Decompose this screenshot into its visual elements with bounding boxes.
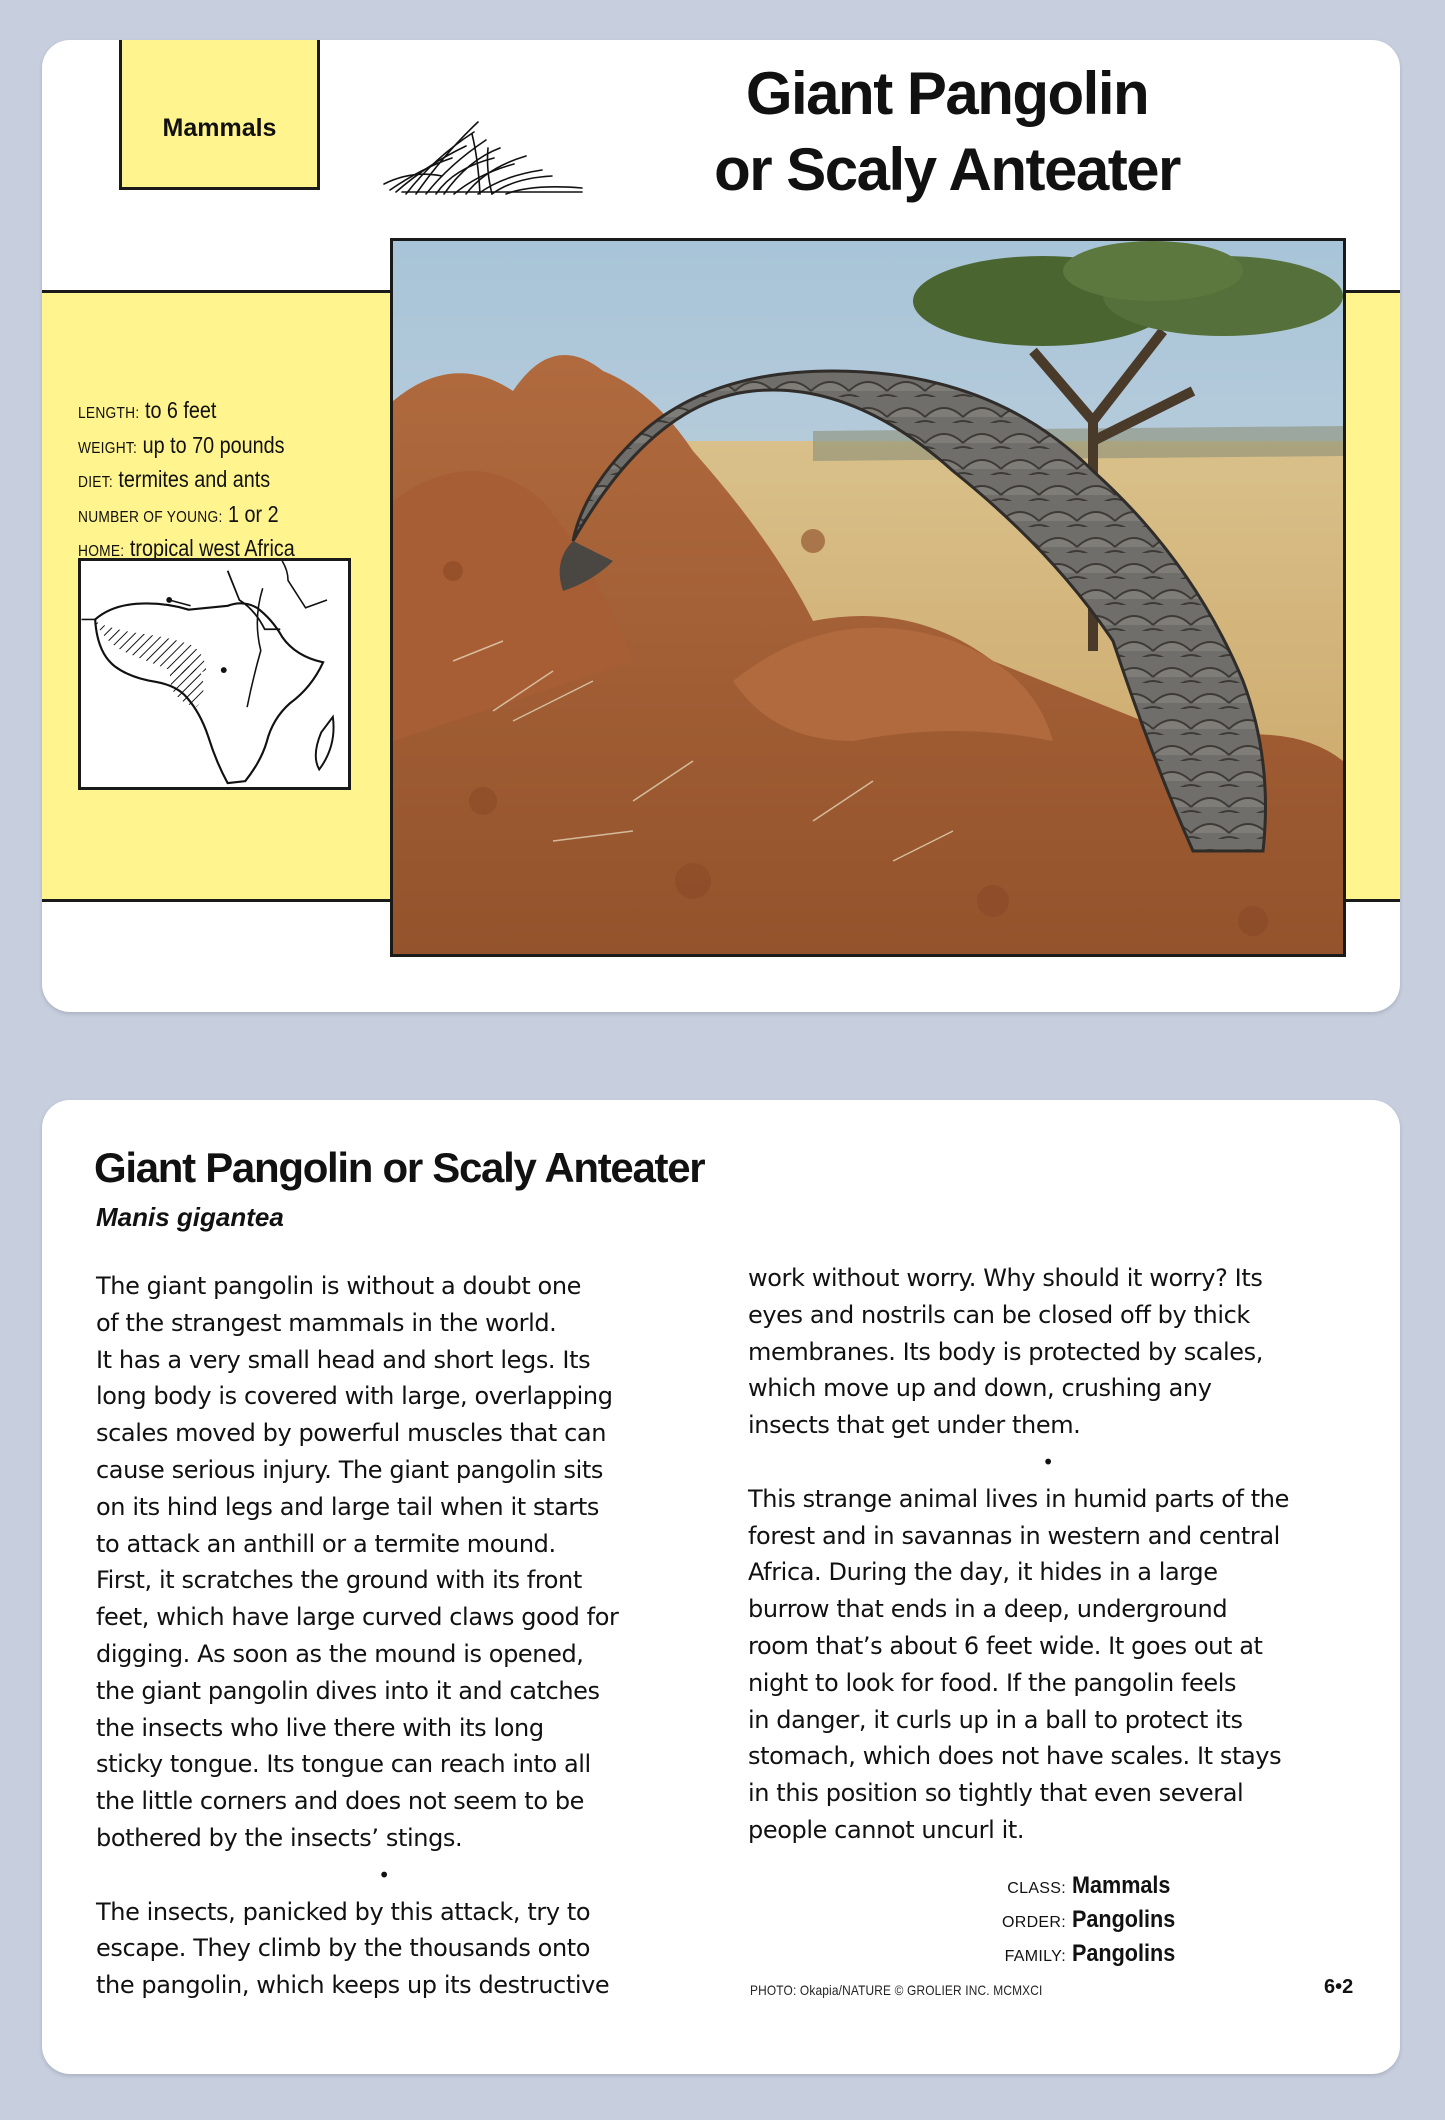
taxonomy-block xyxy=(922,1870,1222,1972)
fact-length: LENGTH: to 6 feet xyxy=(78,397,217,423)
back-card xyxy=(42,1100,1400,2074)
text-column-right xyxy=(748,1260,1378,1849)
category-label: Mammals xyxy=(162,114,277,142)
fact-weight: WEIGHT: up to 70 pounds xyxy=(78,431,285,458)
scientific-name: Manis gigantea xyxy=(96,1202,284,1232)
pangolin-photo xyxy=(390,238,1346,957)
category-box xyxy=(119,40,320,190)
paragraph-separator: • xyxy=(1042,1449,1054,1474)
fact-home: HOME: tropical west Africa xyxy=(78,535,295,561)
taxonomy-family: FAMILY: Pangolins xyxy=(1004,1940,1176,1967)
fact-young: NUMBER OF YOUNG: 1 or 2 xyxy=(78,500,279,527)
paragraph: The insects, panicked by this attack, try to escape. They climb by the thousands onto the pangolin, which keeps up its destructive xyxy=(96,1897,610,2000)
fact-list xyxy=(78,395,353,568)
taxonomy-order: ORDER: Pangolins xyxy=(1001,1906,1176,1933)
paragraph: work without worry. Why should it worry? Its eyes and nostrils can be closed off by thick membranes. Its body is protected by scales, which move up and down, crushing any insects that get under them. xyxy=(748,1264,1263,1440)
grass-illustration xyxy=(382,118,590,198)
front-title xyxy=(602,56,1292,208)
front-card xyxy=(42,40,1400,1012)
paragraph-separator: • xyxy=(378,1862,390,1887)
back-title: Giant Pangolin or Scaly Anteater xyxy=(94,1144,705,1191)
fact-diet: DIET: termites and ants xyxy=(78,466,271,492)
photo-credit: PHOTO: Okapia/NATURE © GROLIER INC. MCMXCI xyxy=(750,1982,1043,1998)
taxonomy-class: CLASS: Mammals xyxy=(1007,1872,1171,1899)
front-title-line-2: or Scaly Anteater xyxy=(714,136,1180,203)
paragraph: This strange animal lives in humid parts of the forest and in savannas in western and central Africa. During the day, it hides in a large burrow that ends in a deep, underground room that’s about 6 feet wide. It goes out at night to look for food. If the pangolin feels in danger, it curls up in a ball to protect its stomach, which does not have scales. It stays in this position so tightly that even several people cannot uncurl it. xyxy=(748,1484,1289,1844)
range-map xyxy=(78,558,351,790)
paragraph: The giant pangolin is without a doubt one of the strangest mammals in the world. It has a very small head and short legs. Its long body is covered with large, overlapping scales moved by powerful muscles that can cause serious injury. The giant pangolin sits on its hind legs and large tail when it starts to attack an anthill or a termite mound. First, it scratches the ground with its front feet, which have large curved claws good for digging. As soon as the mound is opened, the giant pangolin dives into it and catches the insects who live there with its long sticky tongue. Its tongue can reach into all the little corners and does not seem to be bothered by the insects’ stings. xyxy=(96,1272,619,1852)
front-title-line-1: Giant Pangolin xyxy=(745,60,1149,127)
text-column-left xyxy=(96,1268,732,2004)
card-number: 6•2 xyxy=(1324,1976,1354,1998)
